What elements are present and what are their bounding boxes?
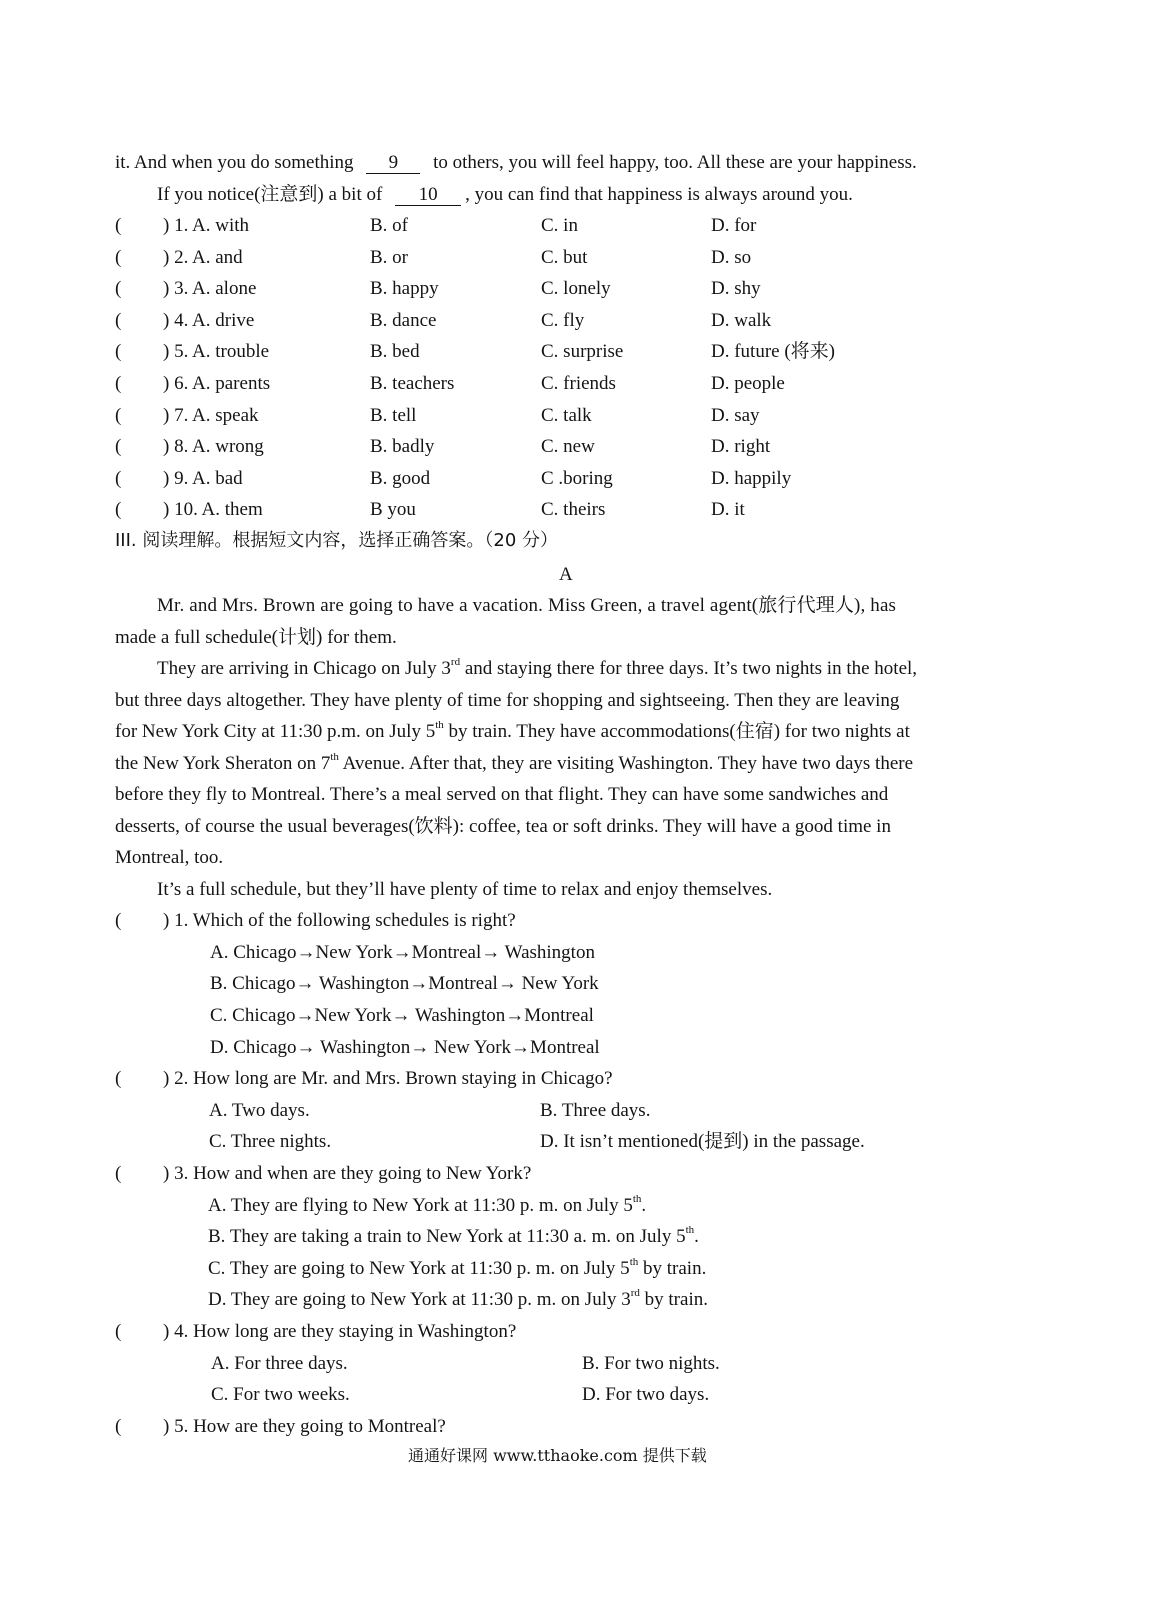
passage-line xyxy=(115,718,910,742)
option-a: ) 8. A. wrong xyxy=(163,436,264,457)
question-stem: ) 5. How are they going to Montreal? xyxy=(163,1416,446,1437)
passage-line: Montreal, too. xyxy=(115,847,224,868)
passage-line: before they fly to Montreal. There’s a meal served on that flight. They can have some sandwiches and xyxy=(115,784,889,805)
passage-label: A xyxy=(559,564,573,585)
option-c: C. fly xyxy=(541,310,585,331)
cloze-text: If you notice(注意到) a bit of xyxy=(157,184,383,205)
option xyxy=(208,1286,708,1310)
passage-text: Avenue. After that, they are visiting Washington. They have two days there xyxy=(338,753,914,774)
passage-text: the New York Sheraton on 7 xyxy=(115,753,331,774)
cloze-line-1 xyxy=(115,153,917,174)
superscript: rd xyxy=(630,1286,640,1299)
option-text: C. They are going to New York at 11:30 p. m. on July 5 xyxy=(208,1258,630,1279)
passage-line: It’s a full schedule, but they’ll have plenty of time to relax and enjoy themselves. xyxy=(157,879,773,900)
option-c: C. in xyxy=(541,215,578,236)
option-b: B you xyxy=(370,499,416,520)
cloze-line-2 xyxy=(157,185,853,206)
passage-line xyxy=(115,750,914,774)
answer-paren[interactable]: ( xyxy=(115,910,122,931)
footer-credit: 通通好课网 www.tthaoke.com 提供下载 xyxy=(408,1446,707,1465)
option-text: by train. xyxy=(639,1289,708,1310)
option: D. It isn’t mentioned(提到) in the passage. xyxy=(540,1131,865,1152)
passage-line: made a full schedule(计划) for them. xyxy=(115,627,397,648)
option: A. Chicago→New York→Montreal→ Washington xyxy=(210,942,595,963)
passage-line: Mr. and Mrs. Brown are going to have a vacation. Miss Green, a travel agent(旅行代理人), has xyxy=(157,595,897,616)
option-c: C. friends xyxy=(541,373,616,394)
passage-text: They are arriving in Chicago on July 3 xyxy=(157,658,451,679)
answer-paren[interactable]: ( xyxy=(115,499,122,520)
superscript: th xyxy=(629,1255,639,1268)
question-stem: ) 1. Which of the following schedules is right? xyxy=(163,910,516,931)
answer-paren[interactable]: ( xyxy=(115,405,122,426)
answer-paren[interactable]: ( xyxy=(115,1321,122,1342)
option-a: ) 3. A. alone xyxy=(163,278,257,299)
option-c: C. lonely xyxy=(541,278,611,299)
option-a: ) 4. A. drive xyxy=(163,310,255,331)
option-b: B. happy xyxy=(370,278,439,299)
superscript: rd xyxy=(450,655,461,668)
option: D. Chicago→ Washington→ New York→Montreal xyxy=(210,1037,600,1058)
option-d: D. for xyxy=(711,215,757,236)
option-d: D. walk xyxy=(711,310,772,331)
superscript: th xyxy=(632,1192,642,1205)
answer-paren[interactable]: ( xyxy=(115,247,122,268)
option-b: B. teachers xyxy=(370,373,455,394)
option-c: C. theirs xyxy=(541,499,606,520)
option: A. For three days. xyxy=(211,1353,348,1374)
option-d: D. say xyxy=(711,405,760,426)
option-d: D. right xyxy=(711,436,771,457)
option xyxy=(208,1192,647,1216)
superscript: th xyxy=(685,1223,695,1236)
question-stem: ) 2. How long are Mr. and Mrs. Brown staying in Chicago? xyxy=(163,1068,613,1089)
option: C. Chicago→New York→ Washington→Montreal xyxy=(210,1005,594,1026)
option-b: B. dance xyxy=(370,310,437,331)
cloze-text: , you can find that happiness is always around you. xyxy=(465,184,853,205)
option-d: D. future (将来) xyxy=(711,341,835,362)
option-d: D. happily xyxy=(711,468,792,489)
option-b: B. bed xyxy=(370,341,420,362)
passage-line xyxy=(157,655,918,679)
option-c: C. new xyxy=(541,436,595,457)
blank-10: 10 xyxy=(395,185,461,206)
question-stem: ) 3. How and when are they going to New York? xyxy=(163,1163,532,1184)
answer-paren[interactable]: ( xyxy=(115,373,122,394)
cloze-text: it. And when you do something xyxy=(115,152,354,173)
option-a: ) 1. A. with xyxy=(163,215,250,236)
option-text: A. They are flying to New York at 11:30 p. m. on July 5 xyxy=(208,1195,633,1216)
question-stem: ) 4. How long are they staying in Washington? xyxy=(163,1321,517,1342)
answer-paren[interactable]: ( xyxy=(115,310,122,331)
answer-paren[interactable]: ( xyxy=(115,278,122,299)
option-text: B. They are taking a train to New York at 11:30 a. m. on July 5 xyxy=(208,1226,686,1247)
option-d: D. people xyxy=(711,373,785,394)
answer-paren[interactable]: ( xyxy=(115,341,122,362)
option-a: ) 10. A. them xyxy=(163,499,263,520)
passage-text: and staying there for three days. It’s two nights in the hotel, xyxy=(460,658,918,679)
option-c: C. surprise xyxy=(541,341,624,362)
option-b: B. good xyxy=(370,468,431,489)
option-text: . xyxy=(641,1195,647,1216)
passage-line: desserts, of course the usual beverages(饮料): coffee, tea or soft drinks. They will have a good time in xyxy=(115,816,891,837)
option: C. Three nights. xyxy=(209,1131,332,1152)
option: D. For two days. xyxy=(582,1384,710,1405)
option-d: D. so xyxy=(711,247,752,268)
option-a: ) 5. A. trouble xyxy=(163,341,270,362)
option-text: . xyxy=(694,1226,699,1247)
option: B. Three days. xyxy=(540,1100,651,1121)
passage-line: but three days altogether. They have plenty of time for shopping and sightseeing. Then they are leaving xyxy=(115,690,900,711)
option-c: C. talk xyxy=(541,405,592,426)
option-b: B. or xyxy=(370,247,408,268)
passage-text: for New York City at 11:30 p.m. on July 5 xyxy=(115,721,436,742)
option-text: D. They are going to New York at 11:30 p. m. on July 3 xyxy=(208,1289,631,1310)
option-a: ) 2. A. and xyxy=(163,247,243,268)
section-title: III. 阅读理解。根据短文内容，选择正确答案。（20 分） xyxy=(115,530,558,551)
option: B. For two nights. xyxy=(582,1353,720,1374)
superscript: th xyxy=(330,750,339,763)
option-a: ) 6. A. parents xyxy=(163,373,271,394)
option: A. Two days. xyxy=(209,1100,310,1121)
option-text: by train. xyxy=(638,1258,707,1279)
option: B. Chicago→ Washington→Montreal→ New York xyxy=(210,973,599,994)
option-d: D. it xyxy=(711,499,745,520)
option-b: B. badly xyxy=(370,436,435,457)
blank-9: 9 xyxy=(366,153,420,174)
answer-paren[interactable]: ( xyxy=(115,1068,122,1089)
answer-paren[interactable]: ( xyxy=(115,468,122,489)
option-b: B. tell xyxy=(370,405,417,426)
answer-paren[interactable]: ( xyxy=(115,1416,122,1437)
passage-text: by train. They have accommodations(住宿) for two nights at xyxy=(443,721,910,742)
answer-paren[interactable]: ( xyxy=(115,1163,122,1184)
superscript: th xyxy=(435,718,444,731)
option-a: ) 9. A. bad xyxy=(163,468,243,489)
option-d: D. shy xyxy=(711,278,761,299)
option xyxy=(208,1223,699,1247)
option-c: C. but xyxy=(541,247,588,268)
option-b: B. of xyxy=(370,215,408,236)
answer-paren[interactable]: ( xyxy=(115,215,122,236)
cloze-text: to others, you will feel happy, too. All these are your happiness. xyxy=(433,152,917,173)
option: C. For two weeks. xyxy=(211,1384,350,1405)
answer-paren[interactable]: ( xyxy=(115,436,122,457)
option-c: C .boring xyxy=(541,468,613,489)
option xyxy=(208,1255,707,1279)
option-a: ) 7. A. speak xyxy=(163,405,259,426)
